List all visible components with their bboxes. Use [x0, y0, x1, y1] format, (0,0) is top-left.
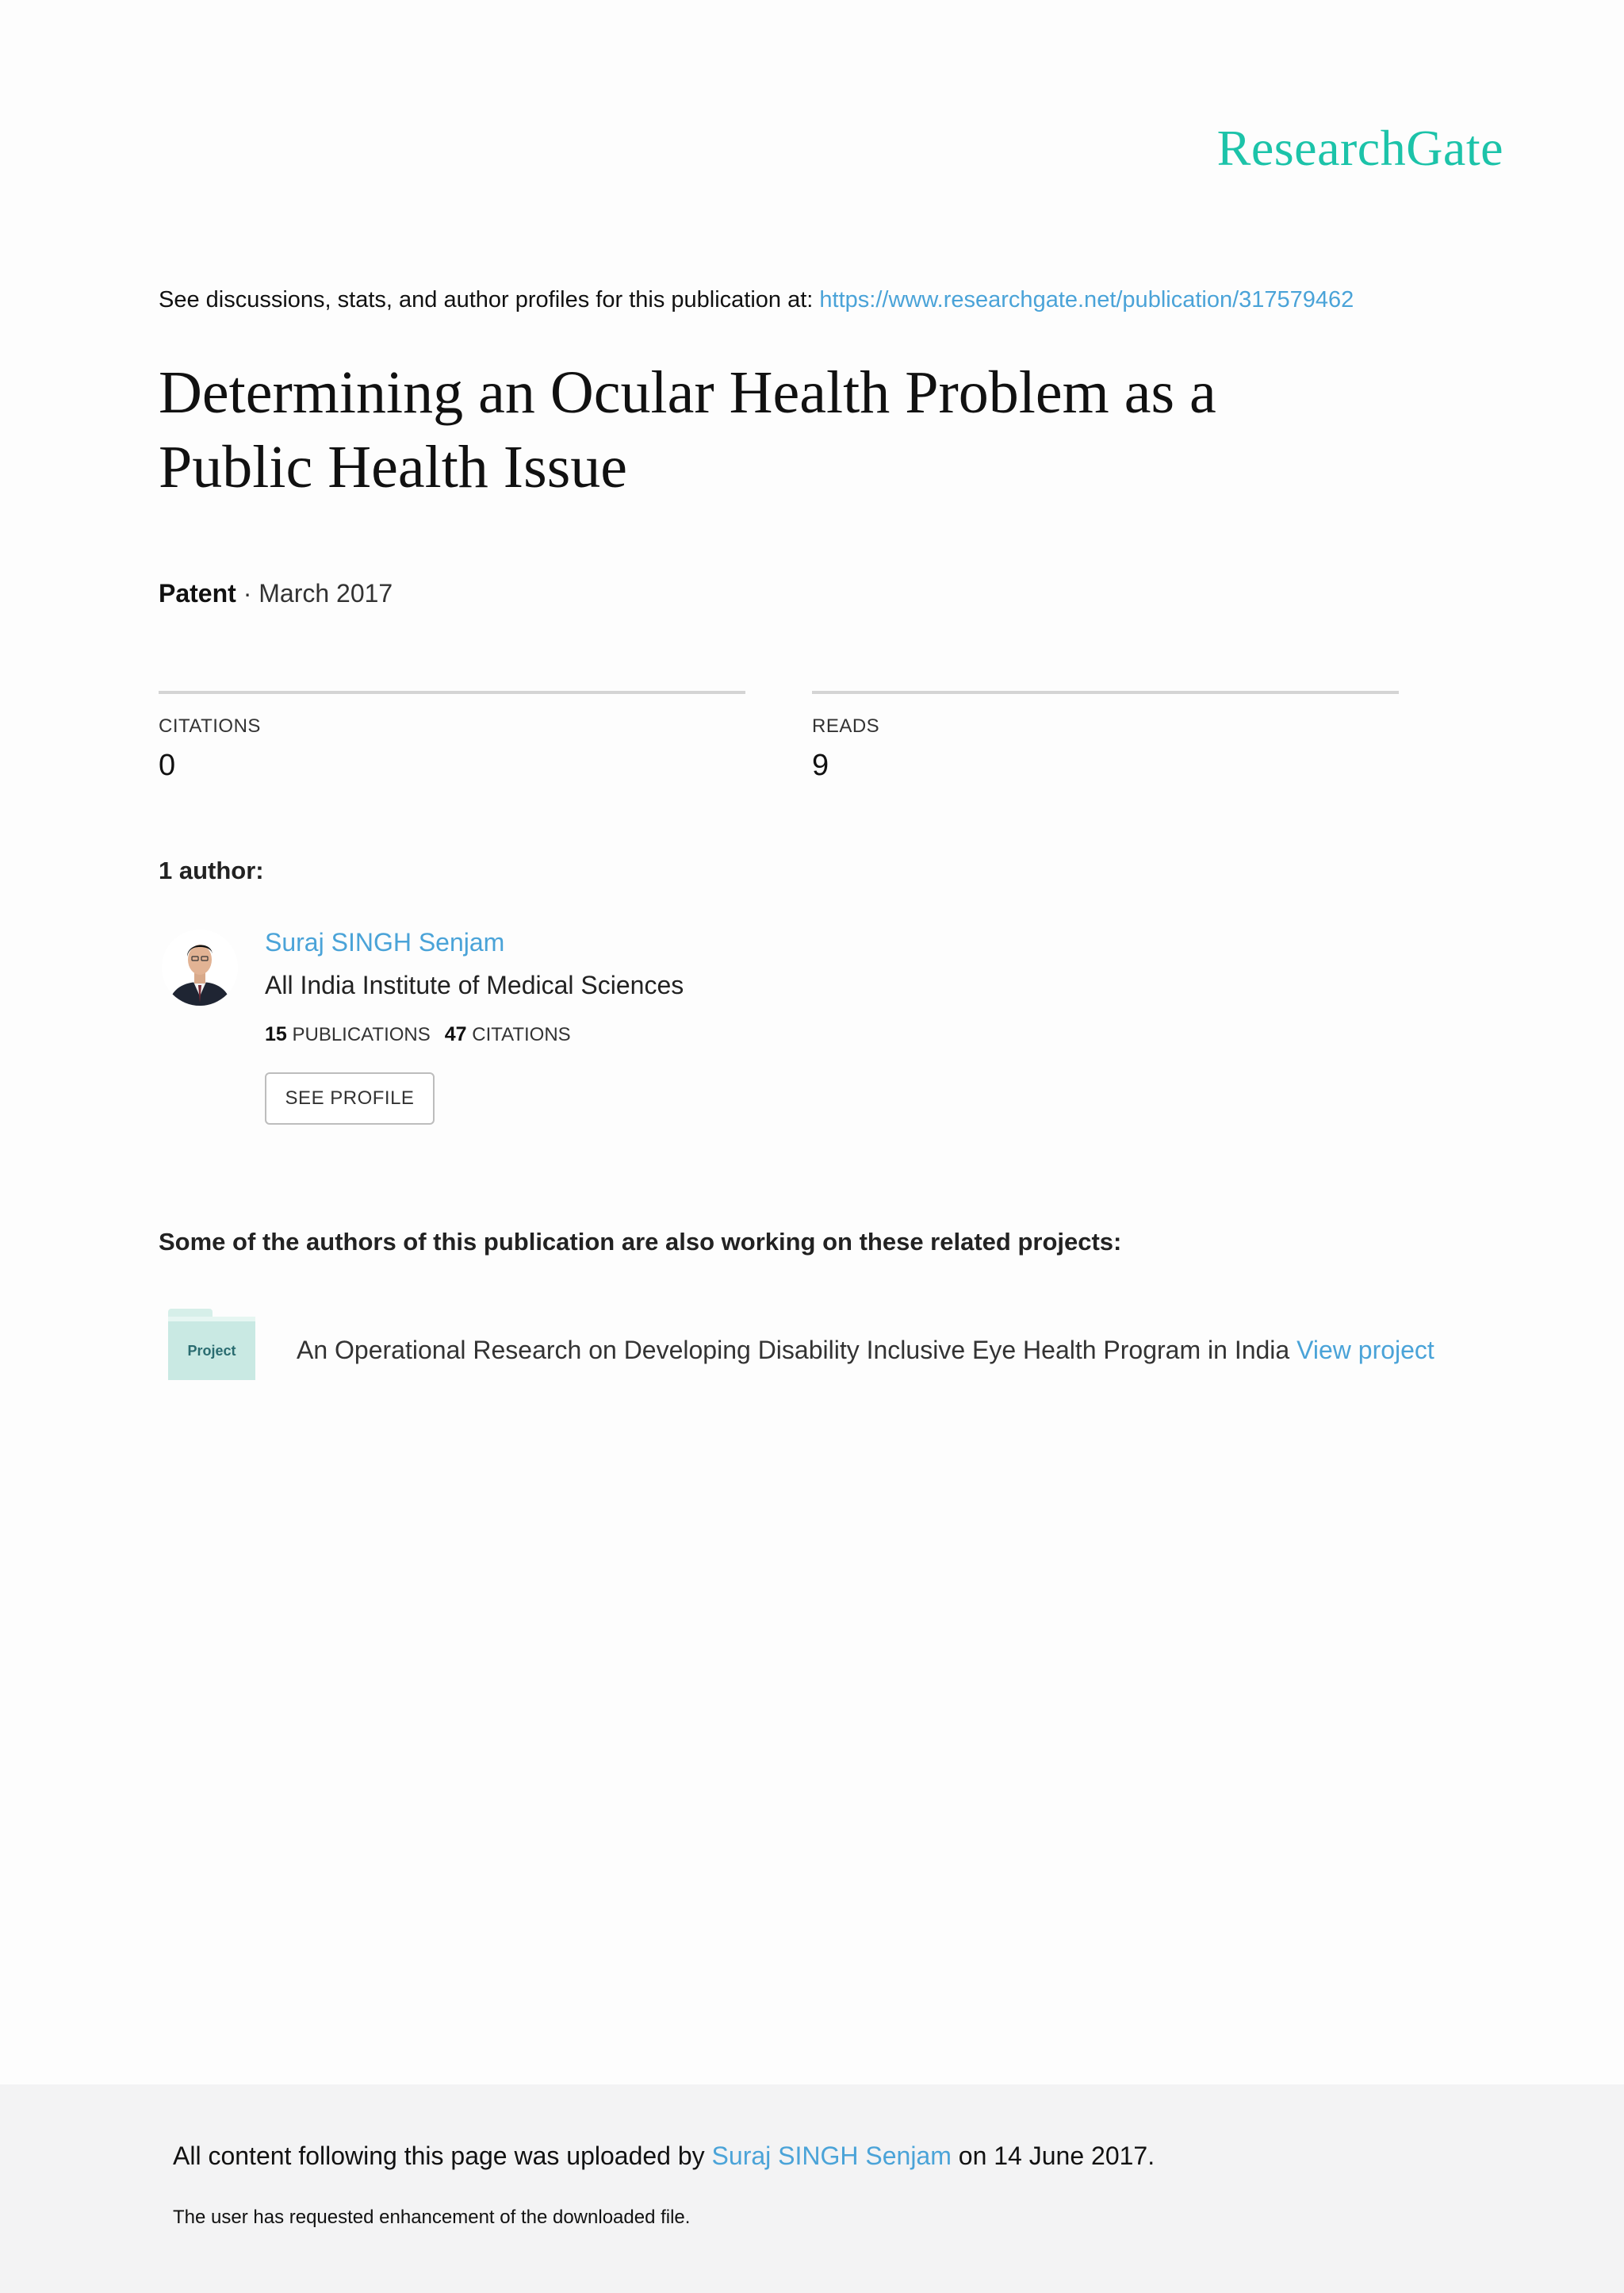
uploader-link[interactable]: Suraj SINGH Senjam — [711, 2142, 952, 2170]
upload-prefix: All content following this page was uploaded by — [173, 2142, 712, 2170]
enhancement-note: The user has requested enhancement of the downloaded file. — [173, 2207, 691, 2228]
publication-url-link[interactable]: https://www.researchgate.net/publication/317579462 — [819, 287, 1354, 313]
publication-title — [159, 355, 1427, 504]
project-item — [297, 1336, 1434, 1365]
title-line-1: Determining an Ocular Health Problem as a — [159, 359, 1216, 426]
author-citations-count: 47 — [444, 1023, 467, 1045]
author-publications-label: PUBLICATIONS — [292, 1024, 431, 1045]
reads-label: READS — [812, 715, 880, 737]
footer-panel — [0, 2084, 1624, 2293]
related-projects-heading: Some of the authors of this publication are also working on these related projects: — [159, 1228, 1122, 1256]
publication-date: March 2017 — [259, 579, 393, 608]
title-line-2: Public Health Issue — [159, 434, 628, 500]
project-icon-label: Project — [187, 1342, 236, 1359]
project-folder-icon[interactable] — [168, 1309, 257, 1380]
upload-notice — [173, 2142, 1155, 2171]
citations-divider — [159, 691, 745, 694]
author-citations-label: CITATIONS — [472, 1024, 571, 1045]
folder-body — [168, 1317, 255, 1380]
authors-heading: 1 author: — [159, 857, 264, 884]
reads-value: 9 — [812, 749, 829, 782]
author-name-link[interactable]: Suraj SINGH Senjam — [265, 928, 505, 957]
meta-separator: · — [236, 579, 259, 608]
author-portrait-icon — [162, 930, 238, 1006]
see-profile-button[interactable]: SEE PROFILE — [265, 1072, 435, 1125]
author-publications-count: 15 — [265, 1023, 287, 1045]
author-institution: All India Institute of Medical Sciences — [265, 971, 684, 999]
upload-suffix: on 14 June 2017. — [951, 2142, 1155, 2170]
publication-source-line — [159, 287, 1354, 313]
citations-label: CITATIONS — [159, 715, 261, 737]
citations-value: 0 — [159, 749, 176, 782]
project-title: An Operational Research on Developing Disability Inclusive Eye Health Program in India — [297, 1336, 1297, 1364]
author-stats — [265, 1023, 571, 1046]
publication-meta — [159, 579, 393, 608]
researchgate-logo[interactable]: ResearchGate — [1216, 120, 1503, 176]
source-intro-text: See discussions, stats, and author profiles for this publication at: — [159, 287, 820, 313]
view-project-link[interactable]: View project — [1297, 1336, 1434, 1364]
author-avatar[interactable] — [162, 930, 238, 1006]
publication-type: Patent — [159, 579, 236, 608]
reads-divider — [812, 691, 1399, 694]
